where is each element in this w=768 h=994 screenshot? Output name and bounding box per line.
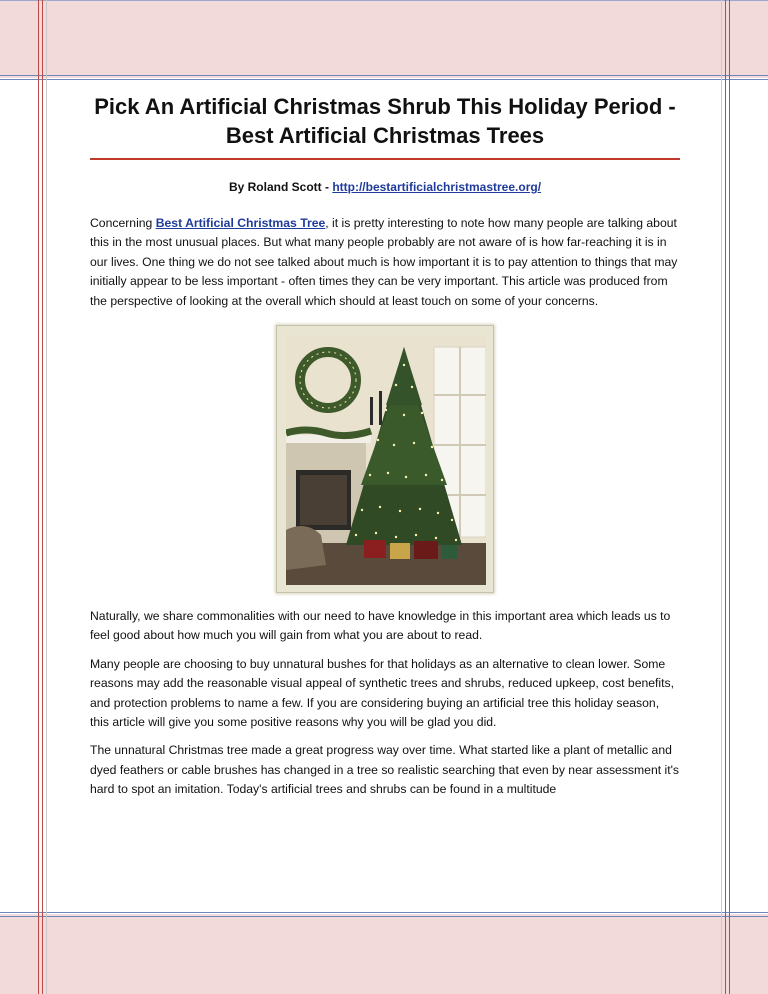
page-footer-band (0, 914, 768, 994)
christmas-tree-photo-frame (276, 325, 494, 593)
frame-line (0, 79, 768, 80)
document-body (90, 92, 680, 809)
frame-line (729, 0, 730, 994)
frame-line (721, 0, 722, 994)
body-paragraph: Naturally, we share commonalities with our need to have knowledge in this important area which leads us to feel good about how much you will gain from what you are about to read. (90, 609, 671, 643)
body-paragraph: Many people are choosing to buy unnatural bushes for that holidays as an alternative to clean lower. Some reasons may add the reasonable visual appeal of synthetic trees and shrubs, reduced upkeep, cost benefits, and protection problems to name a few. If you are considering buying an artificial tree this holiday season, this article will give you some positive reasons why you will be glad you did. (90, 656, 675, 730)
frame-line (38, 0, 39, 994)
intro-text-start: Concerning (90, 216, 156, 230)
byline (90, 180, 680, 194)
body-paragraph: The unnatural Christmas tree made a great progress way over time. What started like a plant of metallic and dyed feathers or cable brushes has changed in a tree so realistic searching that even by near assessment it's hard to spot an imitation. Today's artificial trees and shrubs can be found in a multitude (90, 743, 680, 797)
document-title: Pick An Artificial Christmas Shrub This Holiday Period - Best Artificial Christmas Trees (94, 94, 676, 148)
frame-line (725, 0, 726, 994)
title-divider (90, 158, 680, 160)
frame-line (42, 0, 43, 994)
intro-text-end: , it is pretty interesting to note how many people are talking about this in the most unusual places. But what many people probably are not aware of is how far-reaching it is in our lives. One thing we do not see talked about much is how important it is to pay attention to things that may initially appear to be less important - often times they can be very important. This article was produced from the perspective of looking at the overall which should at least touch on some of your concerns. (90, 216, 678, 308)
intro-paragraph (90, 214, 680, 311)
frame-line (0, 75, 768, 76)
byline-author: By Roland Scott - (228, 180, 333, 194)
intro-link[interactable]: Best Artificial Christmas Tree (155, 216, 326, 230)
page-header-band (0, 0, 768, 78)
christmas-tree-photo (286, 335, 486, 585)
frame-line (0, 916, 768, 917)
frame-line (46, 0, 47, 994)
byline-link[interactable]: http://bestartificialchristmastree.org/ (332, 180, 542, 194)
frame-line (0, 0, 768, 1)
frame-line (0, 912, 768, 913)
